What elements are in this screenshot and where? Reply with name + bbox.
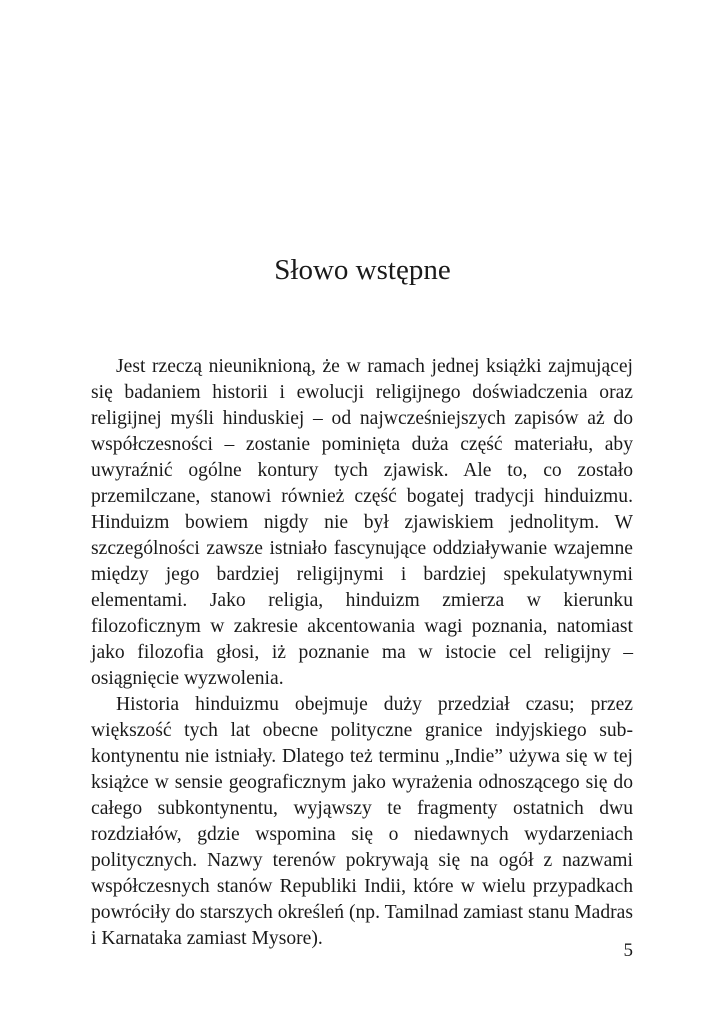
body-text (91, 354, 633, 952)
paragraph-1: Jest rzeczą nieuniknioną, że w ramach jednej książki zajmującej się badaniem historii i ewolucji religijnego doświadczenia oraz religijnej myśli hinduskiej – od najwcześniejszych zapisów aż do współczesności – zostanie pominięta duża część materiału, aby uwyraźnić ogólne kontury tych zjawisk. Ale to, co zostało przemilczane, stanowi również część bogatej tradycji hinduizmu. Hinduizm bowiem nigdy nie był zjawiskiem jednolitym. W szczególności zawsze istniało fascynujące oddziaływanie wzajemne między jego bardziej religijnymi i bardziej spekulatywnymi elementami. Jako religia, hinduizm zmierza w kierunku filozoficznym w zakresie akcentowania wagi poznania, natomiast jako filozofia głosi, iż poznanie ma w istocie cel religijny – osiągnięcie wyzwolenia. (91, 356, 633, 689)
page-number: 5 (623, 940, 633, 961)
paragraph-2: Historia hinduizmu obejmuje duży przedział czasu; przez większość tych lat obecne polityczne granice indyjskiego subkontynentu nie istniały. Dlatego też terminu „Indie” używa się w tej książce w sensie geograficznym jako wyrażenia odnoszącego się do całego subkontynentu, wyjąwszy te fragmenty ostatnich dwu rozdziałów, gdzie wspomina się o niedawnych wydarzeniach politycznych. Nazwy terenów pokrywają się na ogół z nazwami współczesnych stanów Republiki Indii, które w wielu przypadkach powróciły do starszych określeń (np. Tamilnad zamiast stanu Madras i Karnataka zamiast Mysore). (91, 694, 633, 949)
chapter-title: Słowo wstępne (274, 254, 451, 286)
